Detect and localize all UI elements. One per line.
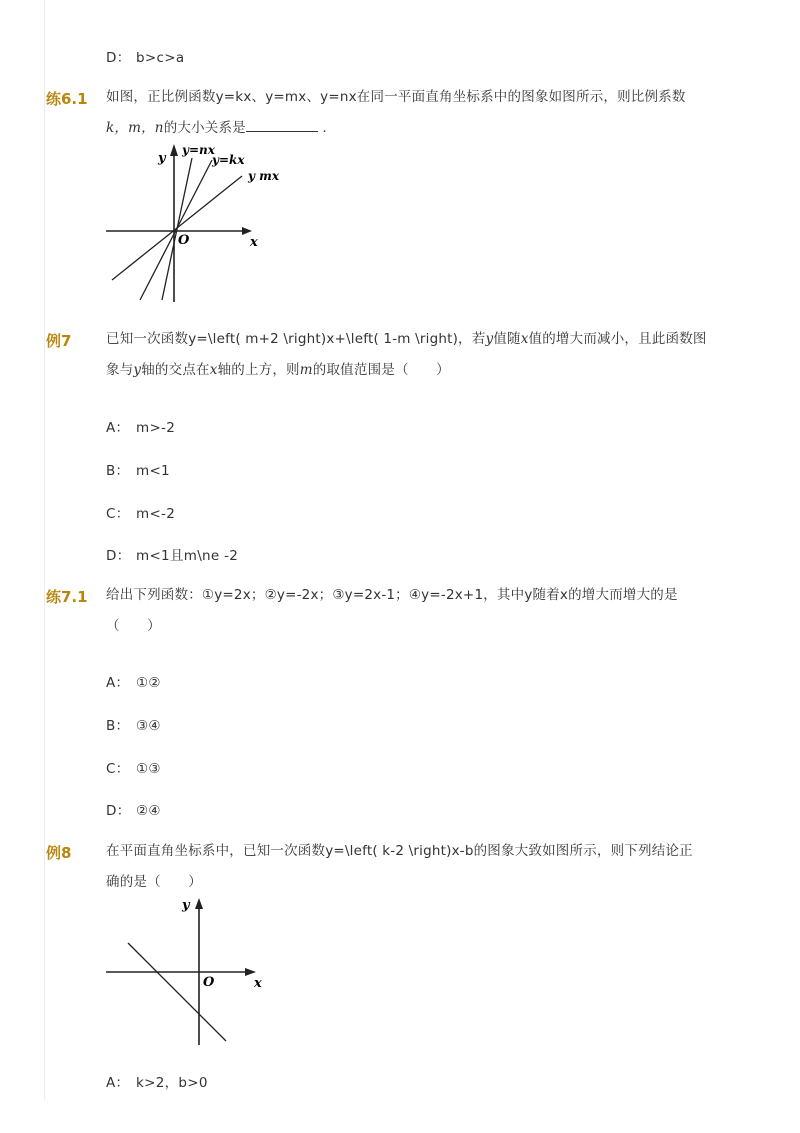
x-axis-arrow [245,968,256,976]
q7-line2-part-d: 的取值范围是（ ） [312,362,450,378]
question-label-8: 例8 [46,844,72,862]
q7-line2-part-b: 轴的交点在 [141,362,210,378]
option-text: m<1 [136,463,170,479]
x-axis-label: x [250,235,258,250]
q7-line2-part-c: 轴的上方，则 [217,362,300,378]
option-text: k>2，b>0 [136,1075,208,1091]
page-margin-rule [44,0,45,1100]
option-key: D： [106,803,131,819]
question-label-6-1: 练6.1 [46,90,88,108]
q7-line1-part-c: 值的增大而减小，且此函数图 [528,331,707,347]
question-line-2: 确的是（ ） [106,874,202,890]
q7-1-option-d[interactable] [106,799,161,819]
option-text: b>c>a [136,50,185,66]
option-text: ③④ [136,718,161,734]
y-axis-label: y [182,898,190,913]
line-k-label: y=kx [212,153,245,167]
question-line-1: 如图，正比例函数y=kx、y=mx、y=nx在同一平面直角坐标系中的图象如图所示，则比例系数 [106,89,686,105]
question-text-6-1 [106,82,726,144]
question-label-7: 例7 [46,332,72,350]
var-x: x [209,362,218,378]
question-text-8 [106,836,726,898]
var-m: m [299,362,313,378]
q7-option-b[interactable] [106,459,170,479]
option-text: ①③ [136,761,161,777]
q7-line1-part-b: 值随 [493,331,521,347]
option-key: C： [106,506,130,522]
q7-1-option-c[interactable] [106,757,161,777]
question-line-2 [106,355,726,386]
y-axis-label: y [158,151,166,166]
q7-option-d[interactable] [106,544,238,564]
question-line-1 [106,324,726,355]
question-text-7 [106,324,726,386]
x-axis-arrow [242,227,252,235]
option-text: ②④ [136,803,161,819]
option-key: D： [106,50,131,66]
line-k [140,160,212,300]
option-key: A： [106,675,130,691]
option-text: m<1且m\ne -2 [136,548,239,564]
var-x: x [520,331,529,347]
figure-linear-function [100,893,270,1048]
y-axis-arrow [195,898,203,909]
line-n-label: y=nx [182,143,215,157]
question-line-1: 在平面直角坐标系中，已知一次函数y=\left( k-2 \right)x-b的图象大致如图所示，则下列结论正 [106,843,693,859]
question-line-2: （ ） [106,618,161,634]
question-line-2-text: 的大小关系是 [163,120,246,136]
option-text: m>-2 [136,420,176,436]
line-m [112,176,242,280]
q7-option-c[interactable] [106,502,175,522]
question-label-7-1: 练7.1 [46,588,88,606]
y-axis-arrow [170,144,178,156]
q7-1-option-a[interactable] [106,671,161,691]
option-key: D： [106,548,131,564]
option-key: B： [106,718,130,734]
option-key: A： [106,1075,130,1091]
function-line [128,943,226,1041]
q7-1-option-b[interactable] [106,714,161,734]
option-text: ①② [136,675,161,691]
figure-proportional-functions [100,140,300,305]
question-line-2-end: . [322,120,327,136]
option-key: C： [106,761,130,777]
origin-label: O [178,233,190,248]
line-m-label: y mx [248,169,280,183]
x-axis-label: x [254,976,262,991]
q7-line1-part-a: 已知一次函数y=\left( m+2 \right)x+\left( 1-m \right)，若 [106,331,486,347]
answer-blank[interactable] [246,117,318,132]
var-y: y [485,331,494,347]
origin-label: O [203,975,215,990]
q7-option-a[interactable] [106,416,175,436]
var-y: y [133,362,142,378]
q7-line2-part-a: 象与 [106,362,134,378]
option-key: B： [106,463,130,479]
prev-option-d[interactable] [106,46,184,66]
question-line-1: 给出下列函数：①y=2x；②y=-2x；③y=2x-1；④y=-2x+1，其中y随着x的增大而增大的是 [106,587,678,603]
variables-kmn: k，m，n [106,120,164,136]
option-text: m<-2 [136,506,176,522]
q8-option-a[interactable] [106,1071,208,1091]
question-text-7-1 [106,580,726,642]
option-key: A： [106,420,130,436]
